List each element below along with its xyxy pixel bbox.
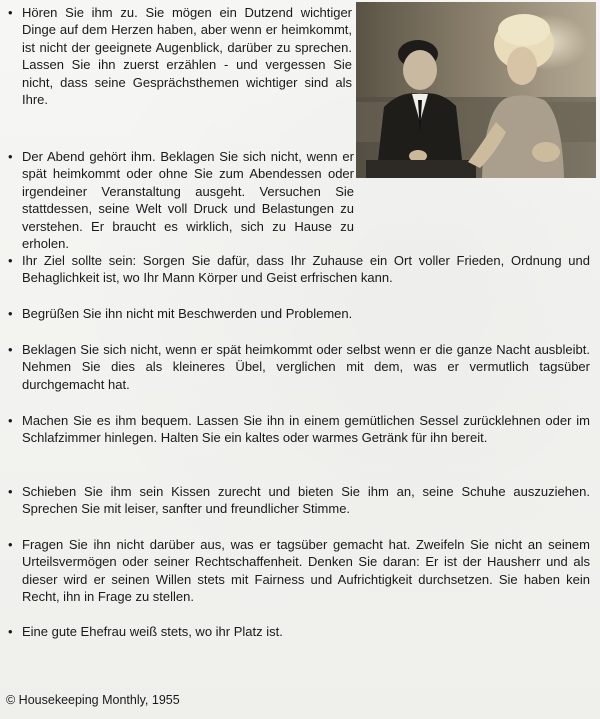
bullet: • bbox=[8, 342, 13, 357]
bullet: • bbox=[8, 413, 13, 428]
list-item bbox=[8, 341, 590, 393]
list-item-text: Schieben Sie ihm sein Kissen zurecht und bieten Sie ihm an, seine Schuhe auszuziehen. Sprechen Sie mit leiser, sanfter und freundlicher Stimme. bbox=[22, 484, 590, 517]
bullet: • bbox=[8, 624, 13, 639]
list-item-text: Eine gute Ehefrau weiß stets, wo ihr Platz ist. bbox=[22, 624, 283, 639]
bullet: • bbox=[8, 149, 13, 164]
list-item-text: Der Abend gehört ihm. Beklagen Sie sich nicht, wenn er spät heimkommt oder ohne Sie zum Abendessen oder irgendeiner Veranstaltung ausgeht. Versuchen Sie stattdessen, seine Welt voll Druck und Belastungen zu verstehen. Er braucht es wirklich, sich zu Hause zu erholen. bbox=[22, 149, 354, 252]
list-item bbox=[8, 412, 590, 447]
list-item-text: Ihr Ziel sollte sein: Sorgen Sie dafür, dass Ihr Zuhause ein Ort voller Frieden, Ordnung und Behaglichkeit ist, wo Ihr Mann Körper und Geist erfrischen kann. bbox=[22, 253, 590, 286]
list-item bbox=[8, 536, 590, 606]
bullet: • bbox=[8, 306, 13, 321]
list-item bbox=[8, 623, 590, 640]
list-item bbox=[8, 483, 590, 518]
list-item bbox=[8, 148, 590, 252]
bullet: • bbox=[8, 537, 13, 552]
bullet: • bbox=[8, 484, 13, 499]
list-item bbox=[8, 305, 590, 322]
list-item-text: Fragen Sie ihn nicht darüber aus, was er tagsüber gemacht hat. Zweifeln Sie nicht an seinem Urteilsvermögen oder seiner Rechtschaffenheit. Denken Sie daran: Er ist der Hausherr und als dieser wird er seinen Willen stets mit Fairness und Aufrichtigkeit durchsetzen. Sie haben kein Recht, ihn in Frage zu stellen. bbox=[22, 537, 590, 605]
list-item-text: Machen Sie es ihm bequem. Lassen Sie ihn in einem gemütlichen Sessel zurücklehnen oder im Schlafzimmer hinlegen. Halten Sie ein kaltes oder warmes Getränk für ihn bereit. bbox=[22, 413, 590, 446]
bullet: • bbox=[8, 253, 13, 268]
list-item bbox=[8, 252, 590, 287]
copyright-footer: © Housekeeping Monthly, 1955 bbox=[6, 693, 180, 707]
list-item-text: Hören Sie ihm zu. Sie mögen ein Dutzend wichtiger Dinge auf dem Herzen haben, aber wenn er heimkommt, ist nicht der geeignete Augenblick, darüber zu sprechen. Lassen Sie ihn zuerst erzählen - und vergessen Sie nicht, dass seine Gesprächsthemen wichtiger sind als Ihre. bbox=[22, 5, 352, 108]
list-item-text: Beklagen Sie sich nicht, wenn er spät heimkommt oder selbst wenn er die ganze Nacht ausbleibt. Nehmen Sie dies als kleineres Übel, verglichen mit dem, was er vermutlich tagsüber durchgemacht hat. bbox=[22, 342, 590, 392]
bullet: • bbox=[8, 5, 13, 20]
list-item bbox=[8, 4, 352, 108]
list-item-text: Begrüßen Sie ihn nicht mit Beschwerden und Problemen. bbox=[22, 306, 353, 321]
